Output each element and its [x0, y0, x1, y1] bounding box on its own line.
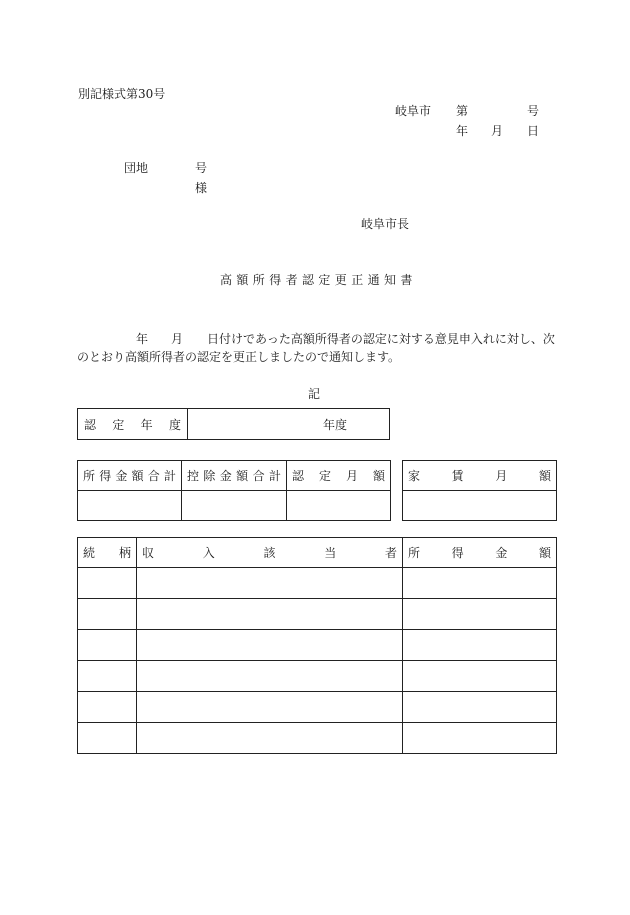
members-header-cell: [403, 538, 557, 568]
nintei-nendo-value-cell: [187, 408, 390, 440]
amounts-header-cell: [78, 461, 182, 491]
nintei-nendo-label: 認 定 年 度: [84, 417, 181, 432]
ki-label: 記: [308, 387, 321, 401]
zokugara-value: [78, 661, 137, 692]
shotoku-kingaku-value: [403, 630, 557, 661]
header-zokugara: 続 柄: [83, 546, 131, 560]
document-title: 高額所得者認定更正通知書: [220, 273, 417, 287]
shotoku-kingaku-value: [403, 568, 557, 599]
header-city: 岐阜市: [395, 104, 432, 118]
amounts-header-cell: [287, 461, 391, 491]
nintei-nendo-label-cell: [77, 408, 188, 440]
header-nintei-getsugaku: 認 定 月 額: [292, 469, 385, 483]
rent-header-row: [403, 461, 557, 491]
header-shotoku-gokei: 所 得 金 額 合 計: [83, 469, 176, 483]
kojo-gokei-value: [182, 491, 287, 521]
zokugara-value: [78, 692, 137, 723]
addressee-go: 号: [195, 161, 208, 175]
members-row: [78, 568, 557, 599]
shotoku-kingaku-value: [403, 692, 557, 723]
header-kojo-gokei: 控 除 金 額 合 計: [187, 469, 281, 483]
members-header-cell: [137, 538, 403, 568]
shunyu-gaitosha-value: [137, 599, 403, 630]
issuer: 岐阜市長: [361, 217, 410, 231]
form-number: 別記様式第30号: [78, 87, 166, 101]
amounts-value-row: [78, 491, 391, 521]
members-row: [78, 661, 557, 692]
body-year: 年: [136, 332, 149, 346]
shunyu-gaitosha-value: [137, 692, 403, 723]
shunyu-gaitosha-value: [137, 723, 403, 754]
body-line2: のとおり高額所得者の認定を更正しましたので通知します。: [77, 350, 401, 364]
rent-table: [402, 460, 557, 521]
shunyu-gaitosha-value: [137, 630, 403, 661]
zokugara-value: [78, 723, 137, 754]
members-row: [78, 599, 557, 630]
header-go: 号: [527, 104, 540, 118]
nintei-nendo-value: 年度: [322, 417, 347, 432]
members-row: [78, 723, 557, 754]
members-header-cell: [78, 538, 137, 568]
header-shunyu-gaitosha: 収 入 該 当 者: [142, 546, 397, 560]
header-dai: 第: [456, 104, 469, 118]
shunyu-gaitosha-value: [137, 568, 403, 599]
addressee-danchi: 団地: [124, 161, 149, 175]
yachin-getsugaku-value: [403, 491, 557, 521]
amounts-header-row: [78, 461, 391, 491]
members-row: [78, 630, 557, 661]
members-row: [78, 692, 557, 723]
shotoku-kingaku-value: [403, 661, 557, 692]
zokugara-value: [78, 630, 137, 661]
header-yachin-getsugaku: 家 賃 月 額: [408, 469, 551, 483]
amounts-table: [77, 460, 391, 521]
date-day: 日: [527, 124, 540, 138]
shotoku-kingaku-value: [403, 723, 557, 754]
addressee-sama: 様: [195, 181, 208, 195]
rent-value-row: [403, 491, 557, 521]
zokugara-value: [78, 568, 137, 599]
date-year: 年: [456, 124, 469, 138]
members-table: [77, 537, 557, 754]
body-month: 月: [171, 332, 184, 346]
members-header-row: [78, 538, 557, 568]
zokugara-value: [78, 599, 137, 630]
date-month: 月: [491, 124, 504, 138]
nintei-getsugaku-value: [287, 491, 391, 521]
body-line1: 日付けであった高額所得者の認定に対する意見申入れに対し、次: [207, 332, 555, 346]
rent-header-cell: [403, 461, 557, 491]
shunyu-gaitosha-value: [137, 661, 403, 692]
shotoku-kingaku-value: [403, 599, 557, 630]
header-shotoku-kingaku: 所 得 金 額: [408, 546, 551, 560]
shotoku-gokei-value: [78, 491, 182, 521]
amounts-header-cell: [182, 461, 287, 491]
